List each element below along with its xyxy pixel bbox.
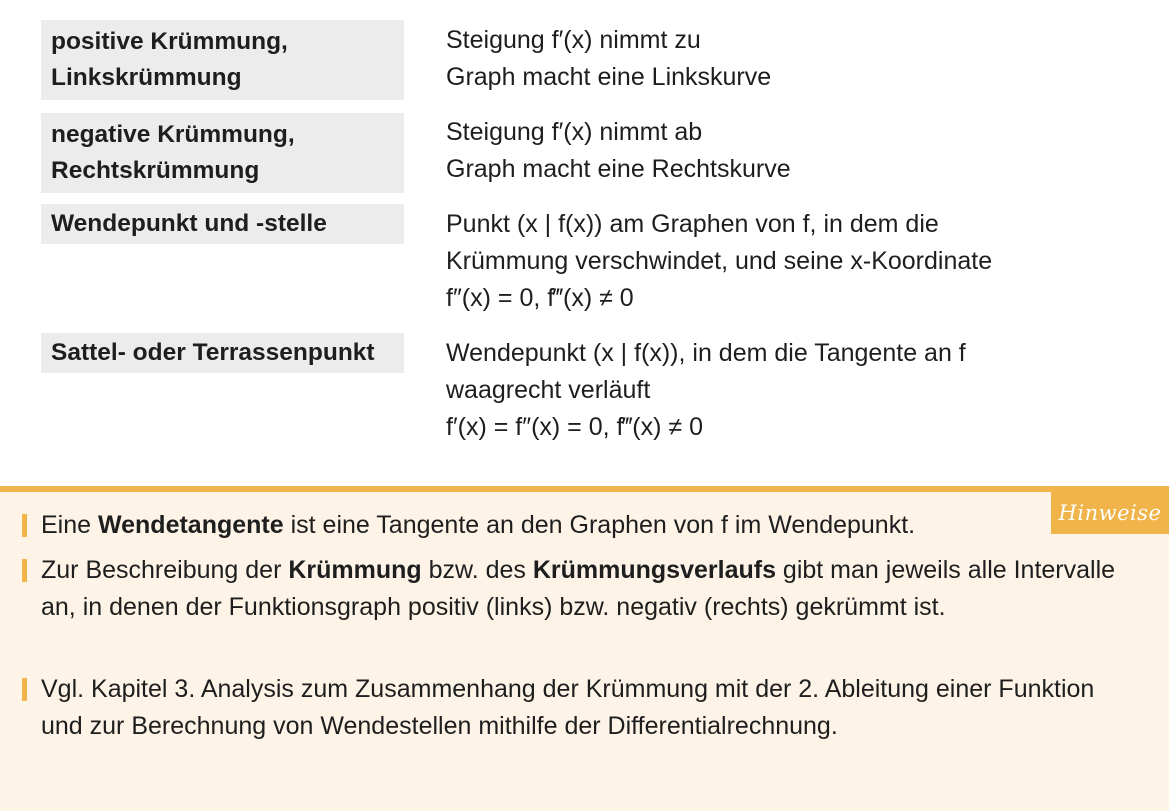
hint-text-part: Eine (41, 511, 98, 539)
def-line: Graph macht eine Rechtskurve (446, 155, 791, 183)
def-line: Punkt (x | f(x)) am Graphen von f, in dem die (446, 210, 939, 238)
glossary-def-negative (446, 114, 1146, 188)
hint-text (41, 675, 1094, 740)
hint-text-part: bzw. des (421, 556, 533, 584)
term-line: Linkskrümmung (51, 64, 242, 91)
glossary-def-positive (446, 22, 1146, 96)
glossary-term-sattelpunkt (41, 333, 404, 373)
glossary-term-negative (41, 113, 404, 193)
def-line: Steigung f′(x) nimmt ab (446, 118, 703, 146)
hint-text-part: Zur Beschreibung der (41, 556, 289, 584)
hint-item (22, 507, 1142, 544)
def-line: f″(x) = 0, f‴(x) ≠ 0 (446, 284, 634, 312)
bullet-bar-icon (22, 559, 27, 582)
glossary-def-wendepunkt (446, 206, 1146, 317)
hint-text-bold: Krümmungsverlaufs (532, 556, 776, 584)
def-line: Steigung f′(x) nimmt zu (446, 26, 701, 54)
hint-item (22, 671, 1142, 745)
def-line: Graph macht eine Linkskurve (446, 63, 772, 91)
term-line: Sattel- oder Terrassenpunkt (51, 339, 375, 366)
glossary-term-positive (41, 20, 404, 100)
def-line: waagrecht verläuft (446, 376, 651, 404)
hints-tag: Hinweise (1051, 492, 1169, 534)
hint-text (41, 511, 915, 539)
term-line: Rechtskrümmung (51, 157, 260, 184)
glossary-def-sattelpunkt (446, 335, 1146, 446)
hint-text-part: gibt man jeweils alle Intervalle an, in denen der Funktionsgraph positiv (links) bzw. negativ (rechts) gekrümmt ist. (41, 556, 1116, 621)
hint-item (22, 552, 1142, 626)
term-line: Wendepunkt und -stelle (51, 210, 327, 237)
def-line: f′(x) = f″(x) = 0, f‴(x) ≠ 0 (446, 413, 703, 441)
hint-text-bold: Krümmung (288, 556, 422, 584)
bullet-bar-icon (22, 514, 27, 537)
def-line: Wendepunkt (x | f(x)), in dem die Tangente an f (446, 339, 966, 367)
glossary-term-wendepunkt (41, 204, 404, 244)
term-line: negative Krümmung, (51, 121, 295, 148)
term-line: positive Krümmung, (51, 28, 288, 55)
hint-text-part: ist eine Tangente an den Graphen von f im Wendepunkt. (283, 511, 916, 539)
bullet-bar-icon (22, 678, 27, 701)
hint-text (41, 556, 1115, 621)
def-line: Krümmung verschwindet, und seine x-Koordinate (446, 247, 993, 275)
hint-text-bold: Wendetangente (97, 511, 284, 539)
hint-text-part: Vgl. Kapitel 3. Analysis zum Zusammenhang der Krümmung mit der 2. Ableitung einer Funktion und zur Berechnung von Wendestellen mithilfe der Differentialrechnung. (41, 675, 1095, 740)
